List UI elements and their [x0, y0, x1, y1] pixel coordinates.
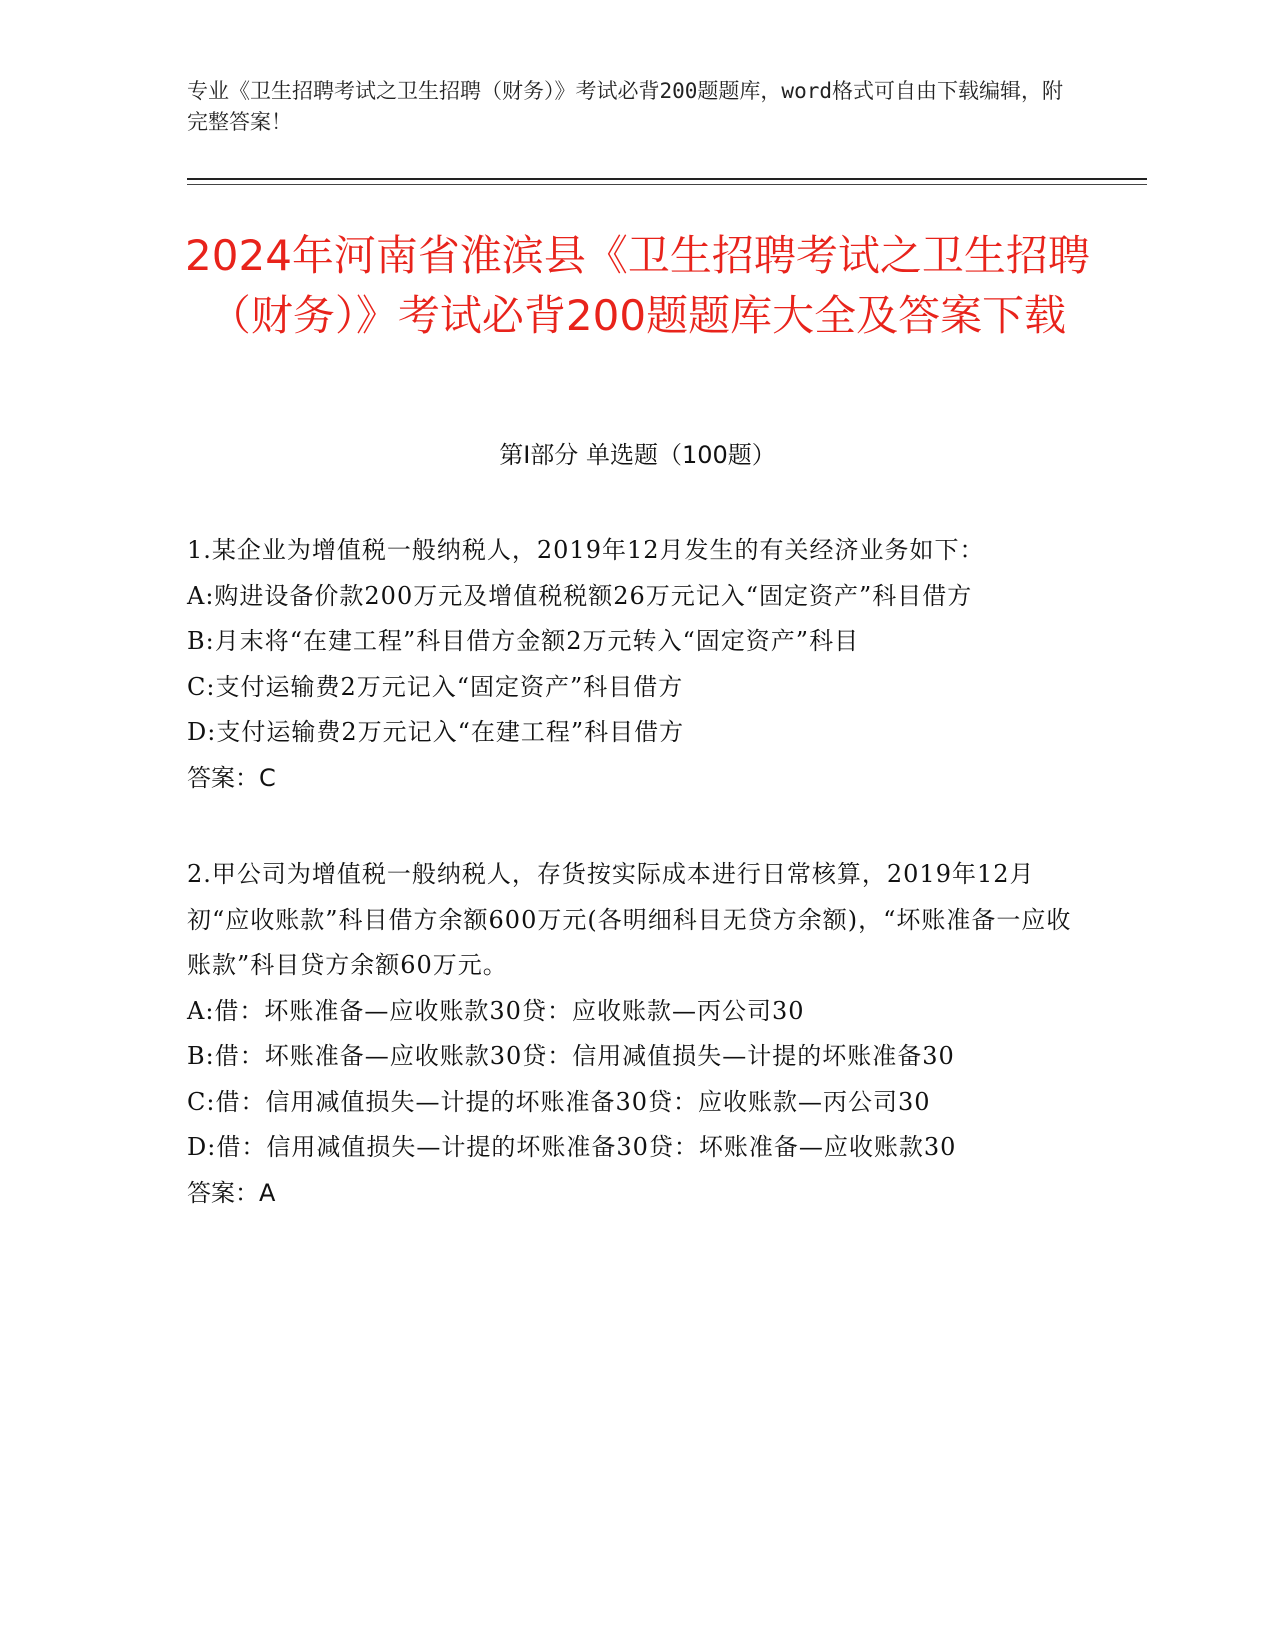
answer-line: 答案：A — [187, 1178, 276, 1207]
header-divider — [187, 178, 1147, 180]
option-d: D:支付运输费2万元记入“在建工程”科目借方 — [187, 718, 685, 746]
option-c: C:支付运输费2万元记入“固定资产”科目借方 — [187, 672, 684, 701]
option-b: B:借：坏账准备—应收账款30贷：信用减值损失—计提的坏账准备30 — [187, 1042, 955, 1070]
question-1 — [187, 528, 1077, 801]
section-title: 第Ⅰ部分 单选题（100题） — [499, 441, 776, 469]
document-title: 2024年河南省淮滨县《卫生招聘考试之卫生招聘（财务）》考试必背200题题库大全及答案下载 — [185, 231, 1090, 340]
header-divider-thin — [187, 184, 1147, 185]
option-d: D:借：信用减值损失—计提的坏账准备30贷：坏账准备—应收账款30 — [187, 1133, 957, 1161]
answer-line: 答案：C — [187, 763, 276, 792]
question-list — [187, 528, 1077, 1267]
option-a: A:借：坏账准备—应收账款30贷：应收账款—丙公司30 — [187, 996, 805, 1025]
question-stem: 1.某企业为增值税一般纳税人，2019年12月发生的有关经济业务如下： — [187, 536, 985, 564]
header-note: 专业《卫生招聘考试之卫生招聘（财务）》考试必背200题题库，word格式可自由下载编辑，附完整答案！ — [187, 79, 1063, 134]
option-c: C:借：信用减值损失—计提的坏账准备30贷：应收账款—丙公司30 — [187, 1087, 931, 1116]
option-b: B:月末将“在建工程”科目借方金额2万元转入“固定资产”科目 — [187, 627, 860, 655]
question-2 — [187, 852, 1077, 1216]
question-stem: 2.甲公司为增值税一般纳税人，存货按实际成本进行日常核算，2019年12月初“应收账款”科目借方余额600万元(各明细科目无贷方余额)，“坏账准备一应收账款”科目贷方余额60万元。 — [187, 860, 1072, 979]
option-a: A:购进设备价款200万元及增值税税额26万元记入“固定资产”科目借方 — [187, 581, 973, 610]
